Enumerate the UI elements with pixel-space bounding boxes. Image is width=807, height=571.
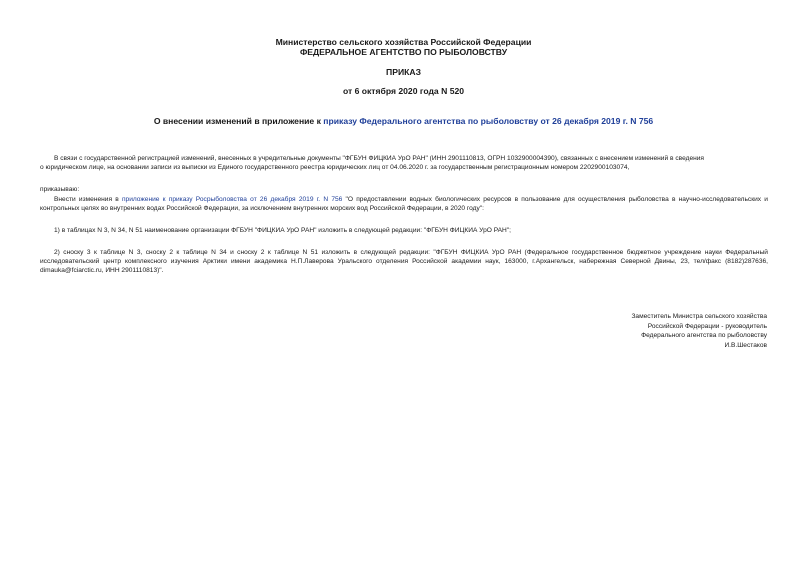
signatory-name: И.В.Шестаков [724, 341, 767, 349]
paragraph-2-prefix: Внести изменения в [54, 196, 122, 203]
amended-order-link[interactable]: приказу Федерального агентства по рыболовству от 26 декабря 2019 г. N 756 [323, 116, 654, 126]
signature-block [631, 312, 767, 350]
paragraph-2-suffix: "О предоставлении водных биологических ресурсов в пользование для осуществления рыболовства в научно-исследовательских и контрольных целях во внутренних водах Российской Федерации, за исключением внутренних морских вод Российской Федерации, в 2020 году": [40, 196, 768, 212]
paragraph-1-line-1: В связи с государственной регистрацией изменений, внесенных в учредительные документы "ФГБУН ФИЦКИА УрО РАН" (ИНН 2901110813, ОГРН 1032900004390), связанных с внесением изменений в сведения [54, 155, 705, 162]
signature-line-1: Заместитель Министра сельского хозяйства [631, 313, 767, 320]
ministry-heading: Министерство сельского хозяйства Российской Федерации [275, 37, 532, 47]
doc-type-heading: ПРИКАЗ [386, 67, 421, 77]
paragraph-1-line-2: о юридическом лице, на основании записи из выписки из Единого государственного реестра юридических лиц от 04.06.2020 г. за государственным регистрационным номером 2202900103074, [40, 164, 630, 171]
prikazyvayu-label: приказываю: [40, 186, 80, 193]
paragraph-2 [40, 195, 768, 213]
agency-heading: ФЕДЕРАЛЬНОЕ АГЕНТСТВО ПО РЫБОЛОВСТВУ [299, 47, 508, 57]
doc-date-number: от 6 октября 2020 года N 520 [342, 86, 465, 96]
appendix-order-link[interactable]: приложение к приказу Росрыболовства от 26 декабря 2019 г. N 756 [121, 196, 343, 203]
item-2: 2) сноску 3 к таблице N 3, сноску 2 к таблице N 34 и сноску 2 к таблице N 51 изложить в следующей редакции: "ФГБУН ФИЦКИА УрО РАН (Федеральное государственное бюджетное учреждение науки Федеральный исследовательский центр комплексного изучения Арктики имени академика Н.П.Лаверова Уральского отделения Российской академии наук, 163000, г.Архангельск, набережная Северной Двины, 23, тел/факс (8182)287636, dimauka@fciarctic.ru, ИНН 2901110813)". [40, 249, 768, 274]
item-1: 1) в таблицах N 3, N 34, N 51 наименование организации ФГБУН "ФИЦКИА УрО РАН" изложить в следующей редакции: "ФГБУН ФИЦКИА УрО РАН"; [54, 227, 511, 234]
signature-line-3: Федерального агентства по рыболовству [641, 332, 767, 340]
document-title [0, 116, 807, 126]
signature-line-2: Российской Федерации - руководитель [647, 322, 767, 330]
document-title-prefix: О внесении изменений в приложение к [153, 116, 324, 126]
